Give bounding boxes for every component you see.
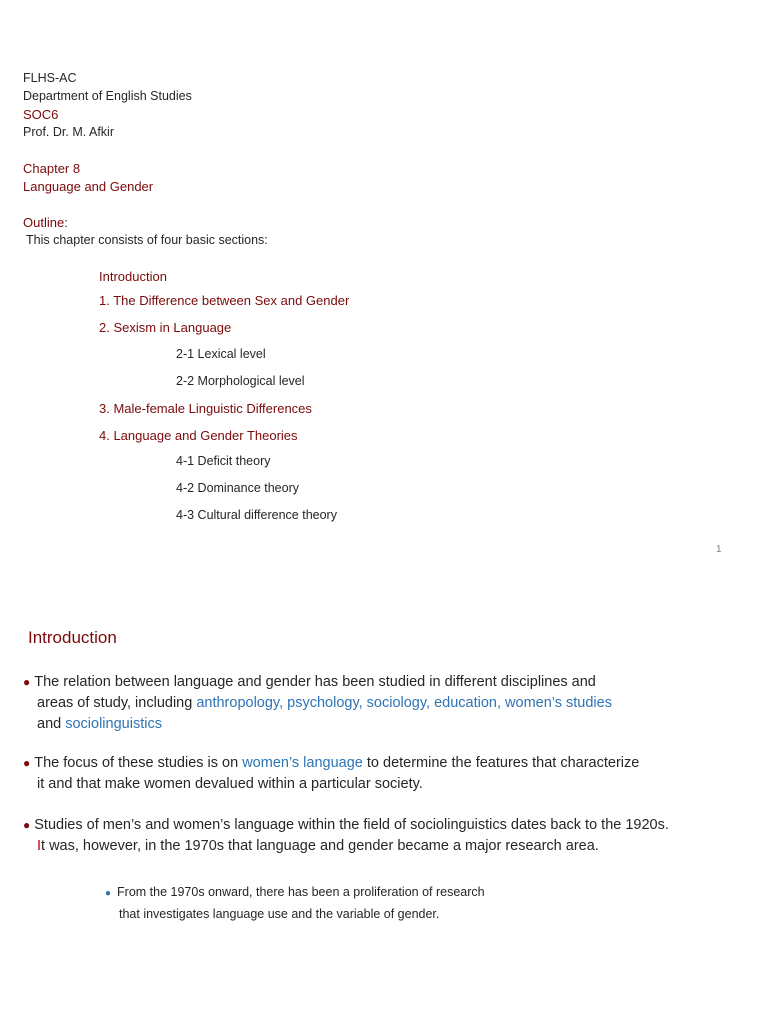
outline-subitem: 2-2 Morphological level <box>176 374 305 388</box>
outline-item: 2. Sexism in Language <box>99 320 232 335</box>
chapter-title: Language and Gender <box>23 179 154 194</box>
sub-bullet <box>105 882 485 924</box>
professor: Prof. Dr. M. Afkir <box>23 125 114 139</box>
course-code: SOC6 <box>23 107 59 122</box>
institution: FLHS-AC <box>23 71 77 85</box>
paragraph-1 <box>23 672 612 735</box>
page-number: 1 <box>716 544 722 555</box>
paragraph-line: ● The focus of these studies is on women’s language to determine the features that characterize <box>23 755 640 771</box>
bullet-icon: ● <box>105 888 112 899</box>
paragraph-line: and sociolinguistics <box>37 716 162 732</box>
outline-item: 4. Language and Gender Theories <box>99 428 298 443</box>
sociolinguistics-link[interactable]: sociolinguistics <box>65 716 162 732</box>
paragraph-line: that investigates language use and the variable of gender. <box>119 907 440 921</box>
paragraph-line: ● From the 1970s onward, there has been a proliferation of research <box>105 885 485 899</box>
disciplines-link[interactable]: anthropology, psychology, sociology, education, women’s studies <box>196 695 612 711</box>
chapter-number: Chapter 8 <box>23 161 81 176</box>
bullet-icon: ● <box>23 818 31 832</box>
paragraph-line: it and that make women devalued within a particular society. <box>37 776 423 792</box>
outline-subitem: 4-2 Dominance theory <box>176 481 299 495</box>
outline-item: 3. Male-female Linguistic Differences <box>99 401 312 416</box>
paragraph-line: ● The relation between language and gender has been studied in different disciplines and <box>23 674 596 690</box>
department: Department of English Studies <box>23 89 192 103</box>
paragraph-line: It was, however, in the 1970s that language and gender became a major research area. <box>37 838 599 854</box>
outline-item: Introduction <box>99 269 167 284</box>
outline-label: Outline: <box>23 215 68 230</box>
womens-language-link[interactable]: women’s language <box>242 755 363 771</box>
paragraph-line: ● Studies of men’s and women’s language within the field of sociolinguistics dates back to the 1920s. <box>23 817 669 833</box>
paragraph-3 <box>23 815 669 857</box>
outline-intro: This chapter consists of four basic sections: <box>26 233 268 247</box>
paragraph-2 <box>23 753 639 795</box>
bullet-icon: ● <box>23 675 31 689</box>
paragraph-line: areas of study, including anthropology, psychology, sociology, education, women’s studies <box>37 695 612 711</box>
outline-subitem: 4-1 Deficit theory <box>176 454 271 468</box>
outline-subitem: 4-3 Cultural difference theory <box>176 508 337 522</box>
section-heading: Introduction <box>28 628 117 647</box>
bullet-icon: ● <box>23 756 31 770</box>
outline-item: 1. The Difference between Sex and Gender <box>99 293 350 308</box>
outline-subitem: 2-1 Lexical level <box>176 347 266 361</box>
